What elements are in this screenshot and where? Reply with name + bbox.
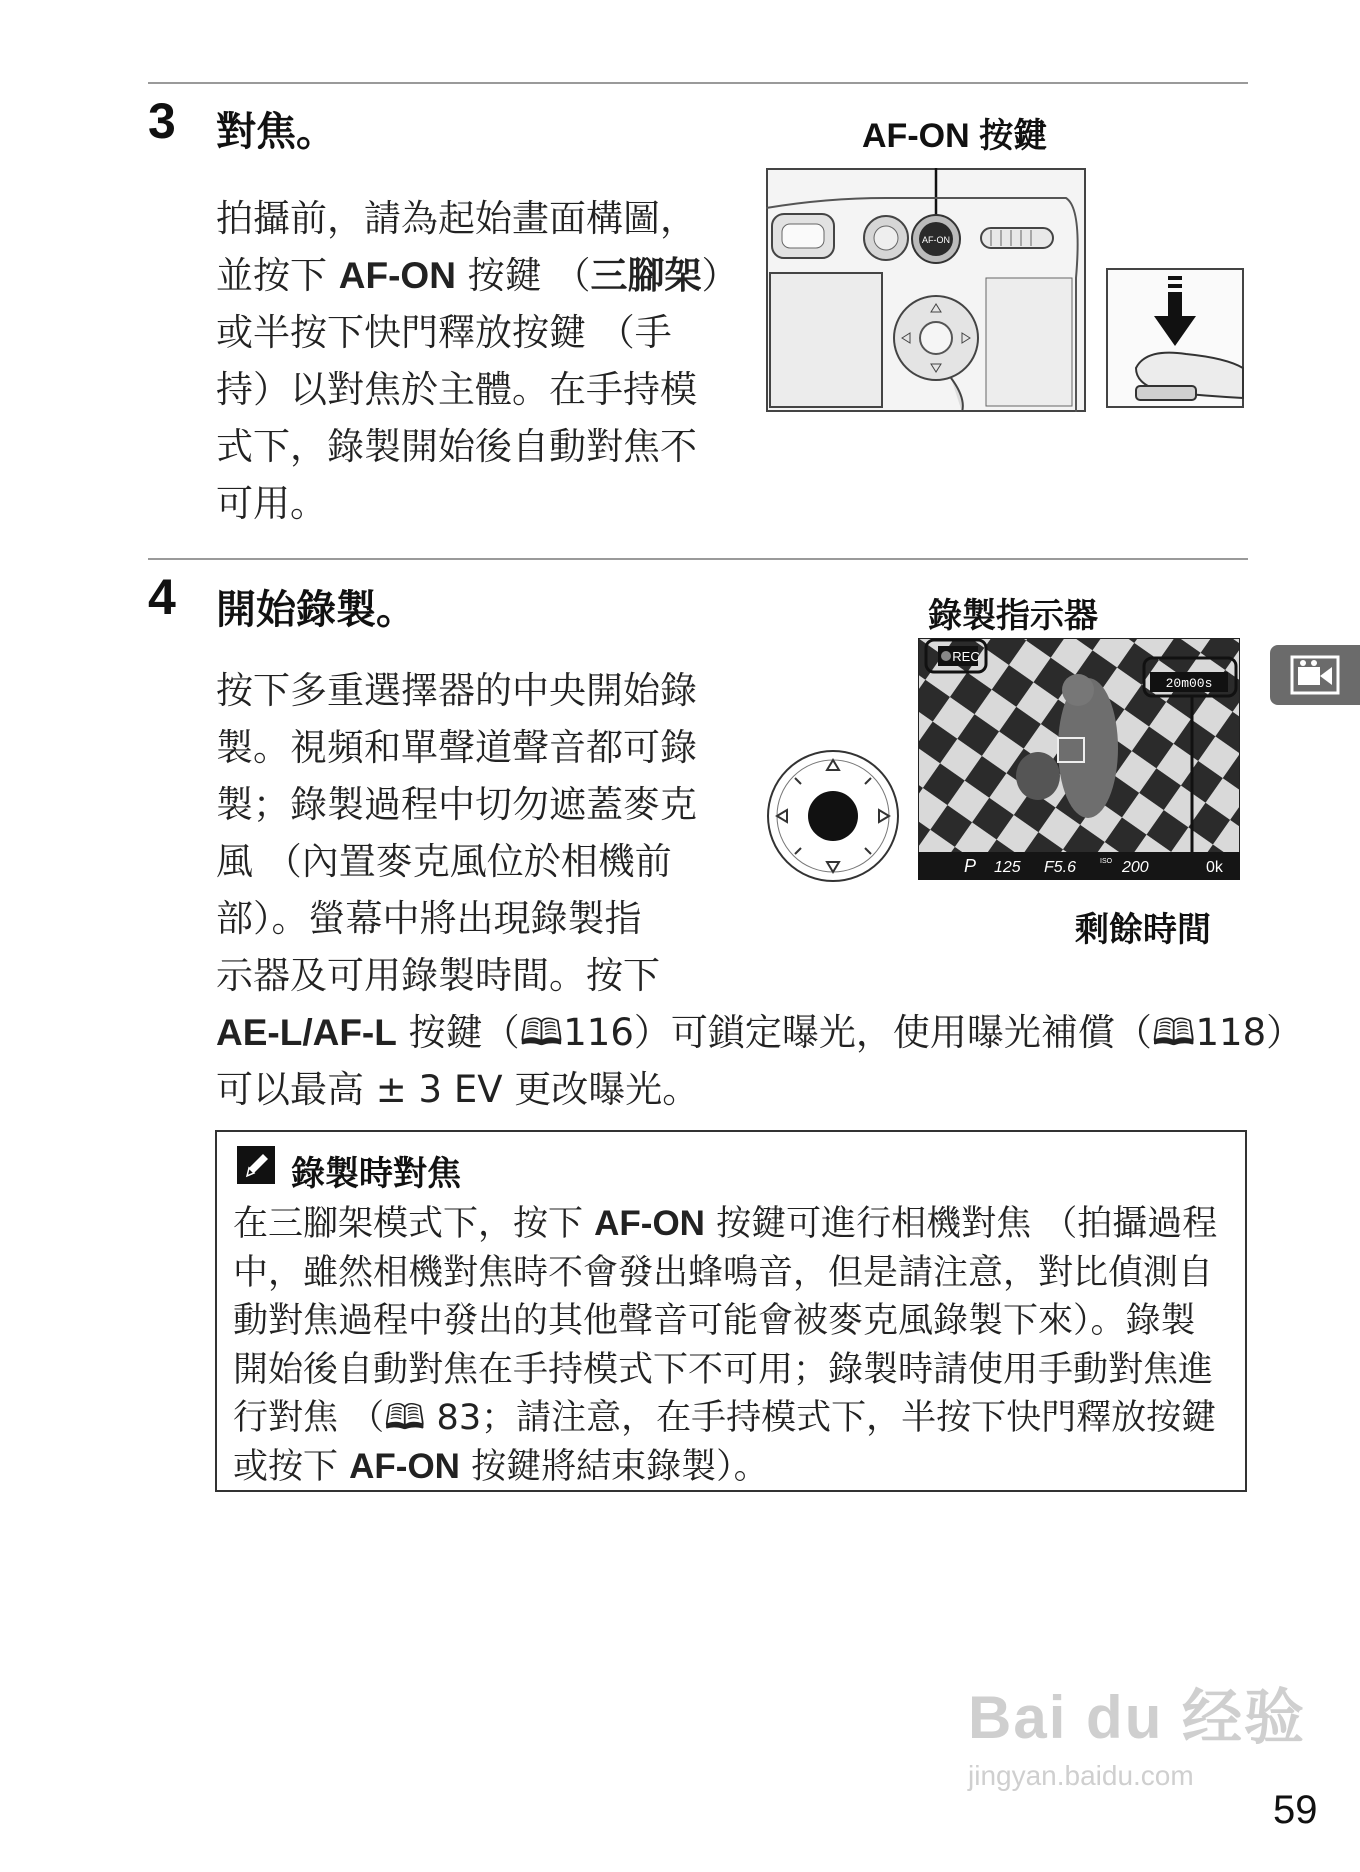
ae-l-af-l-term: AE-L/AF-L	[216, 1012, 397, 1053]
book-reference-icon: 🕮	[1151, 1011, 1196, 1054]
svg-text:REC: REC	[952, 649, 980, 664]
shutter-half-press-illustration	[1106, 268, 1244, 408]
movie-chapter-tab	[1270, 645, 1360, 705]
step-3-line-6: 可用。	[216, 482, 327, 525]
book-reference-icon: 🕮	[384, 1398, 426, 1438]
watermark-url: jingyan.baidu.com	[968, 1760, 1194, 1791]
svg-text:AF-ON: AF-ON	[922, 235, 950, 245]
step-4-line-2: 製。視頻和單聲道聲音都可錄	[216, 726, 697, 769]
step-4-line-6: 示器及可用錄製時間。按下	[216, 954, 660, 997]
note-line-2: 中，雖然相機對焦時不會發出蜂鳴音，但是請注意，對比偵測自	[233, 1252, 1214, 1293]
af-on-term: AF-ON	[338, 255, 456, 296]
step-4-number: 4	[148, 569, 176, 625]
watermark-main: Bai du 经验	[968, 1684, 1307, 1751]
svg-text:125: 125	[994, 859, 1021, 876]
svg-text:ISO: ISO	[1100, 858, 1113, 865]
note-line-6: 或按下 AF-ON 按鍵將結束錄製）。	[233, 1446, 769, 1487]
step-3-line-2: 並按下 AF-ON 按鍵 （三腳架）	[216, 254, 739, 297]
note-line-5: 行對焦 （🕮 83；請注意，在手持模式下，半按下快門釋放按鍵	[233, 1398, 1217, 1438]
note-body	[233, 1200, 1233, 1491]
step-4-wide-line-1: AE-L/AF-L 按鍵（🕮116）可鎖定曝光，使用曝光補償（🕮118）	[216, 1011, 1304, 1054]
svg-text:20m00s: 20m00s	[1165, 676, 1213, 691]
step-3-line-1: 拍攝前，請為起始畫面構圖，	[216, 197, 697, 240]
step-4-title: 開始錄製。	[216, 587, 416, 633]
step-3-title: 對焦。	[216, 109, 336, 155]
baidu-watermark	[968, 1670, 1306, 1792]
recording-focus-note	[215, 1130, 1247, 1492]
step-3-line-3: 或半按下快門釋放按鍵 （手	[216, 311, 672, 354]
note-title: 錄製時對焦	[291, 1154, 461, 1194]
step-4-line-3: 製；錄製過程中切勿遮蓋麥克	[216, 783, 697, 826]
svg-text:P: P	[964, 856, 977, 876]
page-number: 59	[1273, 1788, 1318, 1832]
note-line-4: 開始後自動對焦在手持模式下不可用；錄製時請使用手動對焦進	[233, 1349, 1214, 1390]
live-view-screen	[918, 638, 1240, 880]
step-3-line-5: 式下，錄製開始後自動對焦不	[216, 425, 697, 468]
step-4-body	[216, 662, 746, 1004]
remaining-time-callout: 剩餘時間	[1075, 910, 1211, 950]
step-3-line-4: 持）以對焦於主體。在手持模	[216, 368, 697, 411]
af-on-callout: AF-ON 按鍵	[862, 117, 1048, 155]
svg-text:200: 200	[1122, 859, 1149, 876]
step-3-body	[216, 190, 746, 532]
section-divider-top	[148, 82, 1248, 84]
book-reference-icon: 🕮	[519, 1011, 564, 1054]
step-4-wide-line-2: 可以最高 ± 3 EV 更改曝光。	[216, 1068, 700, 1111]
svg-text:0k: 0k	[1206, 859, 1223, 876]
svg-text:F5.6: F5.6	[1044, 859, 1077, 876]
pencil-note-icon	[237, 1146, 275, 1184]
step-4-line-1: 按下多重選擇器的中央開始錄	[216, 669, 697, 712]
section-divider-middle	[148, 558, 1248, 560]
camera-back-illustration	[766, 168, 1086, 412]
multi-selector-icon	[765, 748, 901, 884]
step-4-line-4: 風 （內置麥克風位於相機前	[216, 840, 672, 883]
step-4-line-5: 部）。螢幕中將出現錄製指	[216, 897, 642, 940]
movie-camera-icon	[1290, 655, 1340, 695]
note-line-3: 動對焦過程中發出的其他聲音可能會被麥克風錄製下來）。錄製	[233, 1301, 1196, 1341]
rec-indicator-callout: 錄製指示器	[928, 596, 1098, 636]
step-3-number: 3	[148, 93, 176, 149]
tripod-term: 三腳架	[590, 255, 702, 296]
note-line-1: 在三腳架模式下，按下 AF-ON 按鍵可進行相機對焦 （拍攝過程	[233, 1204, 1218, 1244]
